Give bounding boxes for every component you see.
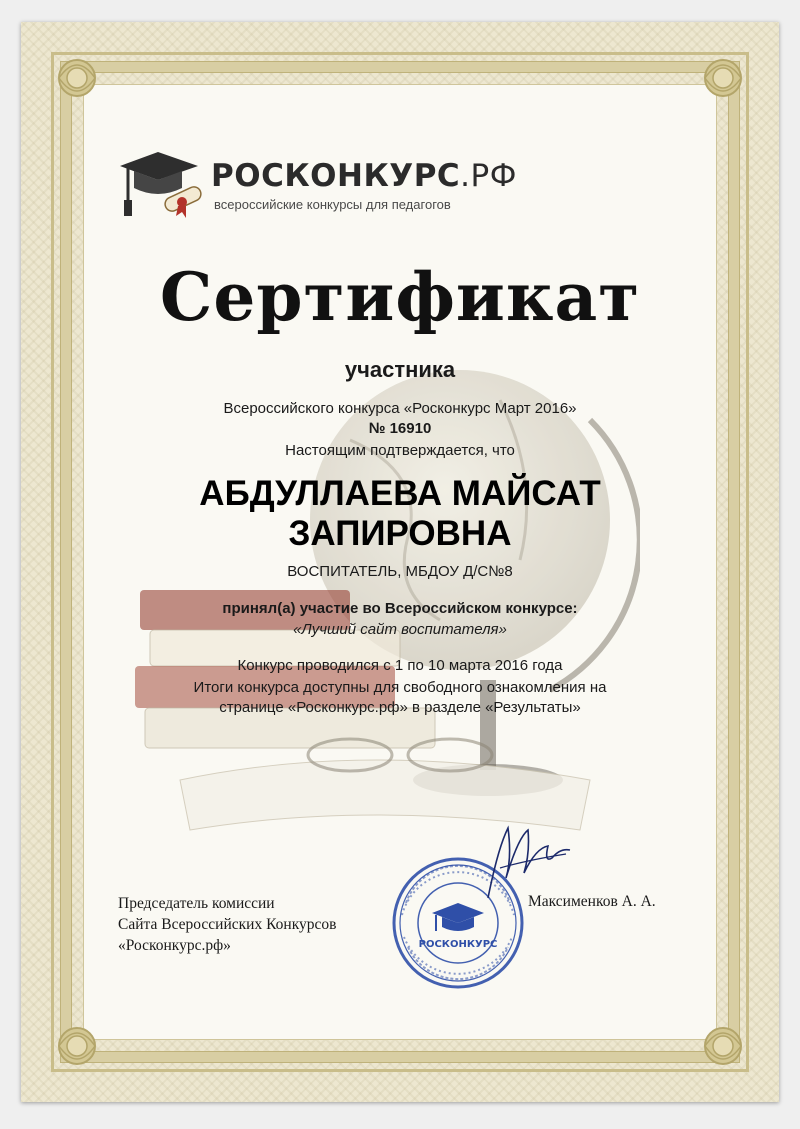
confirm-text: Настоящим подтверждается, что bbox=[285, 442, 515, 459]
contest-line: Всероссийского конкурса «Росконкурс Март 2016» bbox=[223, 400, 577, 417]
took-part-text: принял(а) участие во Всероссийском конкурсе: bbox=[222, 600, 578, 617]
chair-line3: «Росконкурс.рф» bbox=[118, 937, 231, 954]
chair-line1: Председатель комиссии bbox=[118, 895, 275, 912]
logo-title bbox=[211, 158, 517, 194]
corner-ornament-icon bbox=[693, 48, 753, 108]
chair-line2: Сайта Всероссийских Конкурсов bbox=[118, 916, 337, 933]
graduation-cap-icon bbox=[118, 150, 208, 222]
logo-subtitle: всероссийские конкурсы для педагогов bbox=[214, 197, 451, 212]
globe-and-books-illustration bbox=[120, 360, 640, 880]
contest-name: «Лучший сайт воспитателя» bbox=[293, 621, 507, 638]
certificate-subtitle: участника bbox=[344, 357, 456, 382]
committee-chair-block bbox=[118, 893, 336, 956]
stamp-center-text: РОСКОНКУРС bbox=[418, 939, 498, 950]
logo-title-suffix: .РФ bbox=[460, 158, 517, 194]
logo-title-main: РОСКОНКУРС bbox=[211, 158, 461, 194]
corner-ornament-icon bbox=[47, 1016, 107, 1076]
participant-position: ВОСПИТАТЕЛЬ, МБДОУ Д/С№8 bbox=[287, 563, 513, 580]
signer-name: Максименков А. А. bbox=[528, 893, 656, 910]
participant-name-line1: АБДУЛЛАЕВА МАЙСАТ bbox=[199, 474, 601, 513]
participant-name-line2: ЗАПИРОВНА bbox=[288, 514, 512, 553]
rosconkurs-logo bbox=[118, 150, 538, 230]
results-text-line1: Итоги конкурса доступны для свободного ознакомления на bbox=[193, 679, 607, 696]
signature-icon bbox=[478, 818, 578, 903]
certificate-title: Сертификат bbox=[159, 258, 641, 336]
participant-name bbox=[0, 474, 800, 554]
certificate-number: № 16910 bbox=[368, 420, 432, 437]
corner-ornament-icon bbox=[693, 1016, 753, 1076]
corner-ornament-icon bbox=[47, 48, 107, 108]
results-text-line2: странице «Росконкурс.рф» в разделе «Результаты» bbox=[219, 699, 581, 716]
contest-dates: Конкурс проводился с 1 по 10 марта 2016 года bbox=[237, 657, 563, 674]
